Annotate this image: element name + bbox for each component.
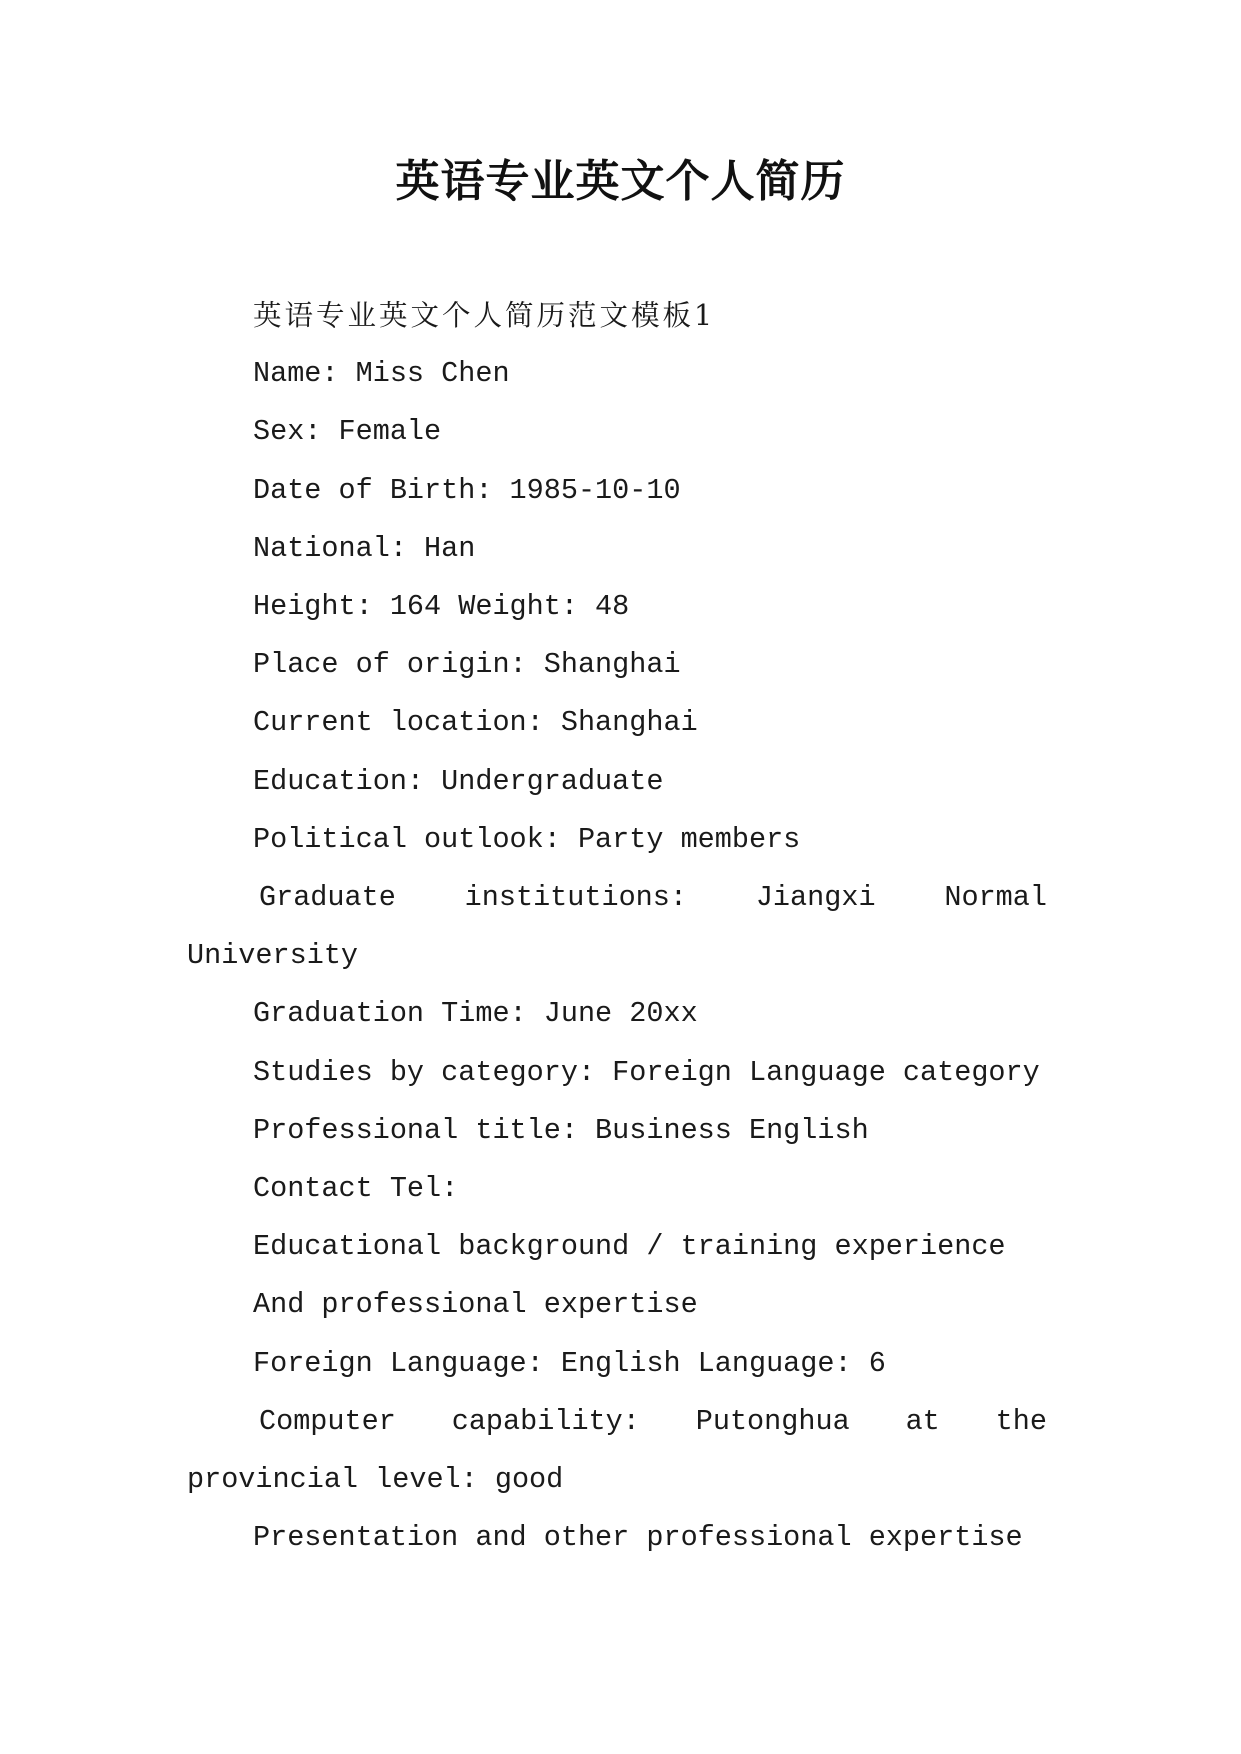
line-studies-category: Studies by category: Foreign Language category [253,1055,1040,1089]
document-title: 英语专业英文个人简历 [395,156,846,207]
template-heading: 英语专业英文个人简历范文模板1 [253,299,716,332]
line-foreign-language: Foreign Language: English Language: 6 [253,1346,886,1380]
line-national: National: Han [253,531,476,565]
line-graduation-time: Graduation Time: June 20xx [253,997,698,1031]
line-professional-title: Professional title: Business English [253,1113,869,1147]
line-name: Name: Miss Chen [253,357,510,391]
line-contact-tel: Contact Tel: [253,1172,459,1206]
line-height-weight: Height: 164 Weight: 48 [253,590,630,624]
line-university: University [187,939,359,973]
line-graduate-institutions: Graduate institutions: Jiangxi Normal [259,881,1047,915]
line-educational-background: Educational background / training experience [253,1230,1006,1264]
line-current-location: Current location: Shanghai [253,706,698,740]
line-education: Education: Undergraduate [253,764,664,798]
line-sex: Sex: Female [253,415,442,449]
line-date-of-birth: Date of Birth: 1985-10-10 [253,473,681,507]
line-professional-expertise: And professional expertise [253,1288,698,1322]
line-place-of-origin: Place of origin: Shanghai [253,648,681,682]
line-computer-capability: Computer capability: Putonghua at the [259,1404,1047,1438]
line-provincial-level: provincial level: good [187,1463,564,1497]
line-presentation-expertise: Presentation and other professional expertise [253,1521,1023,1555]
document-body [187,287,1047,1567]
paragraph-graduate-institutions [187,869,1047,985]
paragraph-computer-capability [187,1393,1047,1509]
line-political-outlook: Political outlook: Party members [253,822,801,856]
